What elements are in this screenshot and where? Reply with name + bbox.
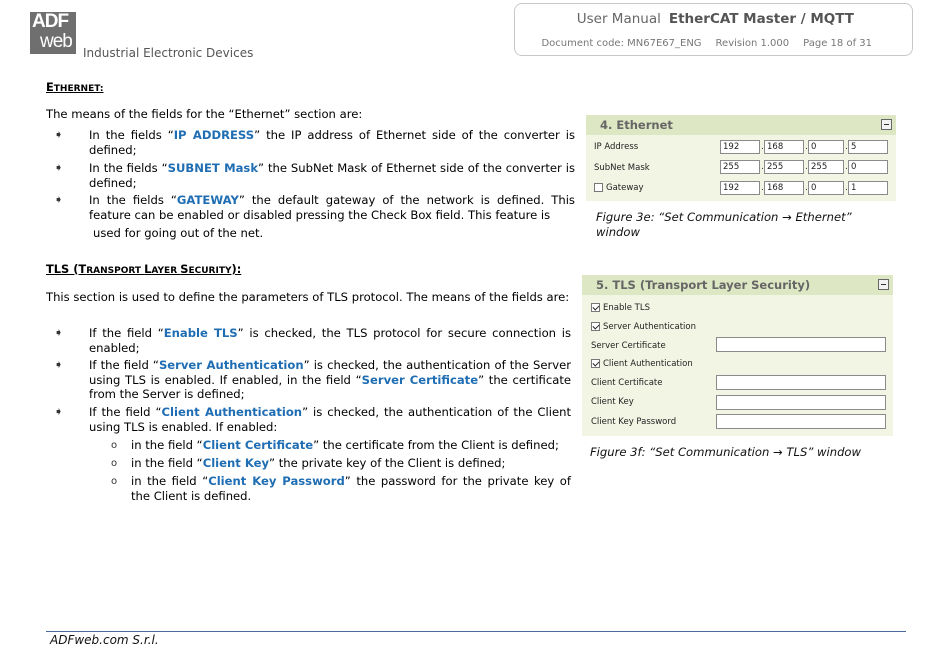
tls-sub-client-key-password: in the field “Client Key Password” the password for the private key of the Client is defined. [131, 474, 571, 503]
logo-adf-text: ADF [32, 11, 69, 32]
server-auth-label: Server Authentication [603, 322, 696, 332]
ethernet-intro: The means of the fields for the “Ethernet” section are: [46, 107, 363, 121]
tls-sub-client-key: in the field “Client Key” the private key of the Client is defined; [131, 456, 506, 470]
collapse-icon[interactable] [881, 119, 892, 130]
tls-figure-caption: Figure 3f: “Set Communication → TLS” window [590, 445, 862, 459]
bullet-icon: ➧ [54, 358, 64, 371]
ethernet-bullet-gateway-cont: used for going out of the net. [93, 226, 264, 240]
sub-bullet-icon: o [111, 458, 118, 469]
document-header-box [514, 3, 913, 56]
ethernet-bullet-ip: In the fields “IP ADDRESS” the IP address of Ethernet side of the converter is defined; [89, 128, 576, 157]
ethernet-bullet-gateway: In the fields “GATEWAY” the default gateway of the network is defined. This feature can be enabled or disabled pressing the Check Box field. This feature is [89, 193, 575, 222]
document-meta [541, 38, 872, 49]
gateway-label: Gateway [606, 183, 644, 193]
bullet-icon: ➧ [54, 161, 64, 174]
enable-tls-label: Enable TLS [603, 303, 650, 313]
sub-bullet-icon: o [111, 440, 118, 451]
tls-bullet-server-auth: If the field “Server Authentication” is checked, the authentication of the Server using TLS is enabled. If enabled, in the field “Server Certificate” the certificate from the Server is defined; [89, 358, 572, 401]
ethernet-bullet-subnet: In the fields “SUBNET Mask” the SubNet Mask of Ethernet side of the converter is defined; [89, 161, 575, 190]
tls-panel-header [582, 275, 893, 295]
adfweb-logo [30, 12, 76, 54]
page-number: Page 18 of 31 [803, 38, 872, 49]
tls-settings-panel [582, 275, 893, 436]
collapse-icon[interactable] [878, 279, 889, 290]
mask-octet-4[interactable]: 0 [848, 160, 888, 174]
document-code: Document code: MN67E67_ENG [541, 38, 702, 49]
revision: Revision 1.000 [715, 38, 790, 49]
gateway-octet-3[interactable]: 0 [808, 181, 844, 195]
ethernet-heading-cap: E [46, 80, 54, 94]
client-cert-label: Client Certificate [591, 378, 663, 388]
sub-bullet-icon: o [111, 476, 118, 487]
ip-octet-2[interactable]: 168 [764, 140, 804, 154]
client-key-password-label: Client Key Password [591, 417, 677, 427]
gateway-octet-2[interactable]: 168 [764, 181, 804, 195]
ethernet-figure-caption: Figure 3e: “Set Communication → Ethernet” window [596, 210, 852, 239]
ip-octet-3[interactable]: 0 [808, 140, 844, 154]
gateway-checkbox[interactable] [594, 183, 603, 192]
mask-octet-2[interactable]: 255 [764, 160, 804, 174]
client-auth-checkbox[interactable] [591, 359, 600, 368]
server-cert-label: Server Certificate [591, 341, 666, 351]
tls-bullet-client-auth: If the field “Client Authentication” is checked, the authentication of the Client using TLS is enabled. If enabled: [89, 405, 571, 434]
tls-intro: This section is used to define the parameters of TLS protocol. The means of the fields are: [46, 290, 570, 304]
client-auth-label: Client Authentication [603, 359, 693, 369]
mask-octet-3[interactable]: 255 [808, 160, 844, 174]
ethernet-heading [46, 80, 103, 94]
client-key-label: Client Key [591, 397, 634, 407]
ethernet-heading-rest: THERNET: [53, 84, 104, 94]
server-cert-input[interactable] [716, 337, 886, 352]
ip-octet-4[interactable]: 5 [848, 140, 888, 154]
tls-panel-title: 5. TLS (Transport Layer Security) [596, 278, 811, 292]
ip-address-label: IP Address [594, 142, 639, 152]
tls-sub-client-cert: in the field “Client Certificate” the certificate from the Client is defined; [131, 438, 559, 452]
ethernet-panel-header [586, 115, 896, 135]
subnet-mask-label: SubNet Mask [594, 163, 650, 173]
bullet-icon: ➧ [54, 193, 64, 206]
bullet-icon: ➧ [54, 128, 64, 141]
ethernet-settings-panel: 4. Ethernet IP Address SubNet Mask Gateway 192 . 168 . 0 . 5 255 . 255 . 255 . 0 192 . 168 . 0 . 1 [586, 115, 896, 201]
company-tagline: Industrial Electronic Devices [83, 46, 254, 60]
ethernet-panel-title: 4. Ethernet [600, 118, 673, 132]
client-cert-input[interactable] [716, 375, 886, 390]
mask-octet-1[interactable]: 255 [720, 160, 760, 174]
enable-tls-checkbox[interactable] [591, 303, 600, 312]
bullet-icon: ➧ [54, 405, 64, 418]
bullet-icon: ➧ [54, 326, 64, 339]
product-name: EtherCAT Master / MQTT [668, 11, 854, 27]
gateway-octet-1[interactable]: 192 [720, 181, 760, 195]
server-auth-checkbox[interactable] [591, 322, 600, 331]
tls-bullet-enable: If the field “Enable TLS” is checked, the TLS protocol for secure connection is enabled; [89, 326, 572, 355]
footer-divider [46, 631, 906, 632]
tls-heading: TLS (TRANSPORT LAYER SECURITY): [46, 262, 242, 276]
document-title [577, 11, 854, 27]
ip-octet-1[interactable]: 192 [720, 140, 760, 154]
manual-label: User Manual [576, 11, 661, 27]
gateway-octet-4[interactable]: 1 [848, 181, 888, 195]
logo-web-text: web [40, 31, 72, 52]
footer-company: ADFweb.com S.r.l. [50, 633, 159, 647]
client-key-input[interactable] [716, 395, 886, 410]
client-key-password-input[interactable] [716, 414, 886, 429]
